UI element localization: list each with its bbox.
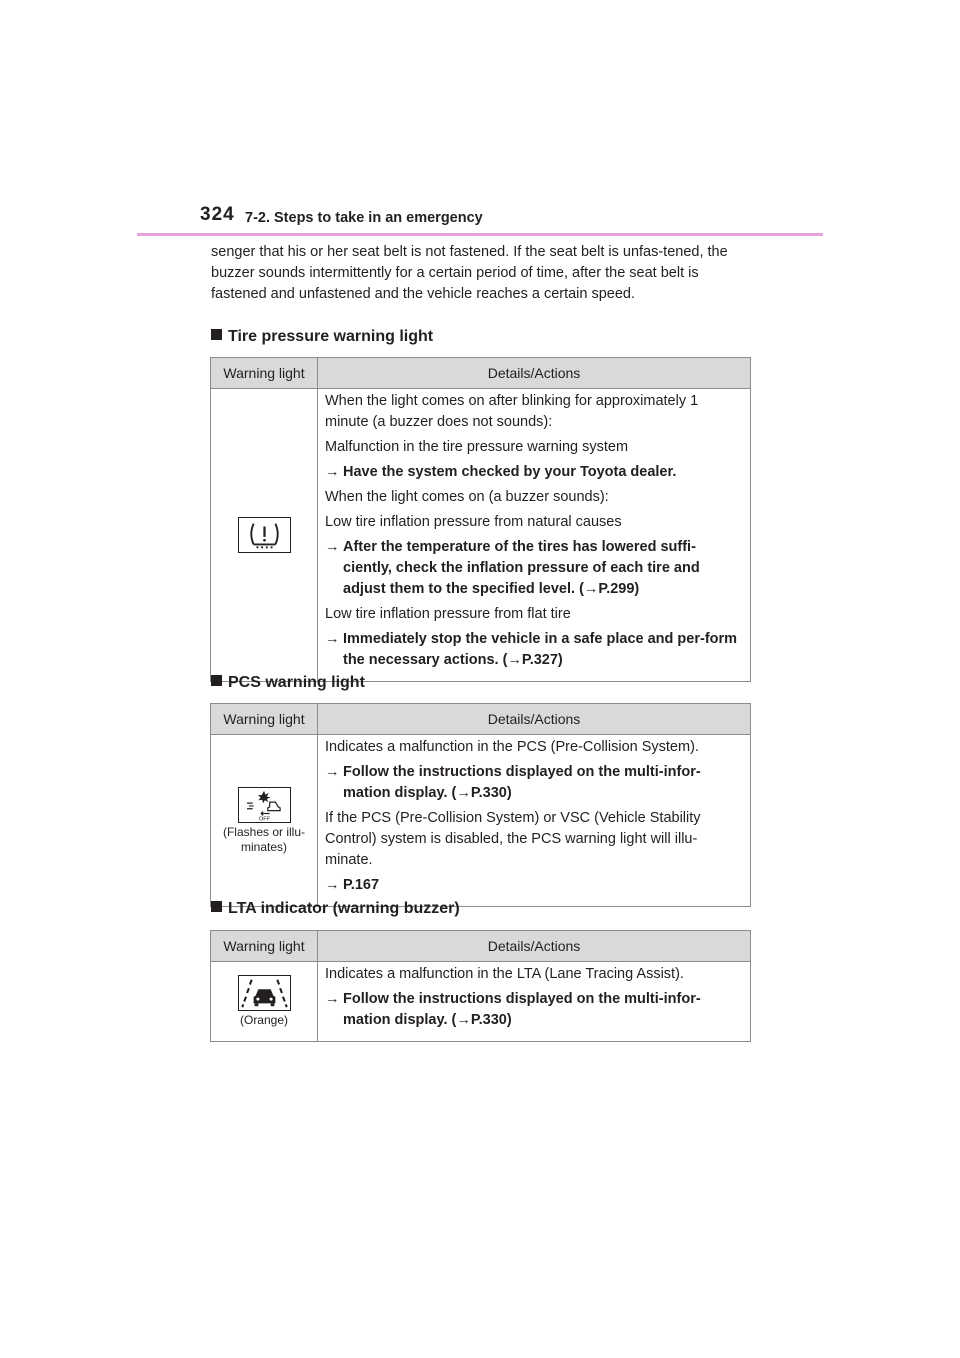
detail-text: Indicates a malfunction in the PCS (Pre-Collision System). <box>325 739 699 755</box>
action-text: Follow the instructions displayed on the multi-infor-mation display. (→P.330) <box>343 991 701 1028</box>
detail-text: Low tire inflation pressure from flat tire <box>325 606 571 622</box>
action-item <box>325 762 744 804</box>
section-title: 7-2. Steps to take in an emergency <box>245 210 483 226</box>
header-rule <box>137 233 823 236</box>
icon-caption: (Flashes or illu-minates) <box>222 824 306 854</box>
lta-icon <box>238 975 291 1011</box>
detail-text: Low tire inflation pressure from natural causes <box>325 514 622 530</box>
intro-paragraph <box>211 242 751 305</box>
arrow-icon: → <box>325 877 340 893</box>
warning-light-table <box>210 703 751 907</box>
arrow-icon: → <box>325 764 340 780</box>
details-cell <box>318 389 751 682</box>
column-header-warning-light: Warning light <box>211 358 318 389</box>
section-heading <box>211 328 433 346</box>
page-header <box>137 204 823 236</box>
section-heading <box>211 674 365 692</box>
warning-light-cell <box>211 389 318 682</box>
action-item <box>325 989 744 1031</box>
pcs-off-icon <box>238 787 291 823</box>
detail-text: When the light comes on (a buzzer sounds): <box>325 489 609 505</box>
column-header-details: Details/Actions <box>318 358 751 389</box>
square-bullet-icon <box>211 675 222 686</box>
square-bullet-icon <box>211 329 222 340</box>
detail-text: Indicates a malfunction in the LTA (Lane Tracing Assist). <box>325 966 684 982</box>
square-bullet-icon <box>211 901 222 912</box>
action-text: Follow the instructions displayed on the multi-infor-mation display. (→P.330) <box>343 764 701 801</box>
icon-caption: (Orange) <box>239 1013 289 1027</box>
arrow-icon: → <box>325 539 340 555</box>
action-text: P.167 <box>343 877 380 893</box>
action-text: Immediately stop the vehicle in a safe place and per-form the necessary actions. (→P.327) <box>343 631 738 668</box>
action-item <box>325 537 744 600</box>
details-cell <box>318 735 751 907</box>
warning-light-cell <box>211 735 318 907</box>
detail-text: Malfunction in the tire pressure warning system <box>325 439 629 455</box>
detail-text: When the light comes on after blinking for approximately 1 minute (a buzzer does not sounds): <box>325 393 699 430</box>
section-heading-text: Tire pressure warning light <box>228 328 434 345</box>
section-heading <box>211 900 460 918</box>
arrow-icon: → <box>325 631 340 647</box>
arrow-icon: → <box>325 991 340 1007</box>
action-item <box>325 629 744 671</box>
section-heading-text: PCS warning light <box>228 674 365 691</box>
warning-light-table <box>210 930 751 1042</box>
arrow-icon: → <box>325 464 340 480</box>
action-text: Have the system checked by your Toyota dealer. <box>343 464 677 480</box>
action-item <box>325 875 744 896</box>
intro-text: senger that his or her seat belt is not fastened. If the seat belt is unfas-tened, the buzzer sounds intermittently for a certain period of time, after the seat belt is fastened and unfastened and the vehicle reaches a certain speed. <box>211 244 728 302</box>
action-item <box>325 462 744 483</box>
detail-text: If the PCS (Pre-Collision System) or VSC (Vehicle Stability Control) system is disabled, the PCS warning light will illu-minate. <box>325 810 701 868</box>
column-header-details: Details/Actions <box>318 931 751 962</box>
section-heading-text: LTA indicator (warning buzzer) <box>228 900 460 917</box>
page-number: 324 <box>200 204 235 225</box>
column-header-details: Details/Actions <box>318 704 751 735</box>
column-header-warning-light: Warning light <box>211 931 318 962</box>
icon-off-label: OFF <box>258 816 270 822</box>
action-text: After the temperature of the tires has lowered suffi-ciently, check the inflation pressure of each tire and adjust them to the specified level. (→P.299) <box>343 539 700 597</box>
warning-light-table <box>210 357 751 682</box>
details-cell <box>318 962 751 1042</box>
tire-pressure-icon <box>238 517 291 553</box>
warning-light-cell <box>211 962 318 1042</box>
column-header-warning-light: Warning light <box>211 704 318 735</box>
